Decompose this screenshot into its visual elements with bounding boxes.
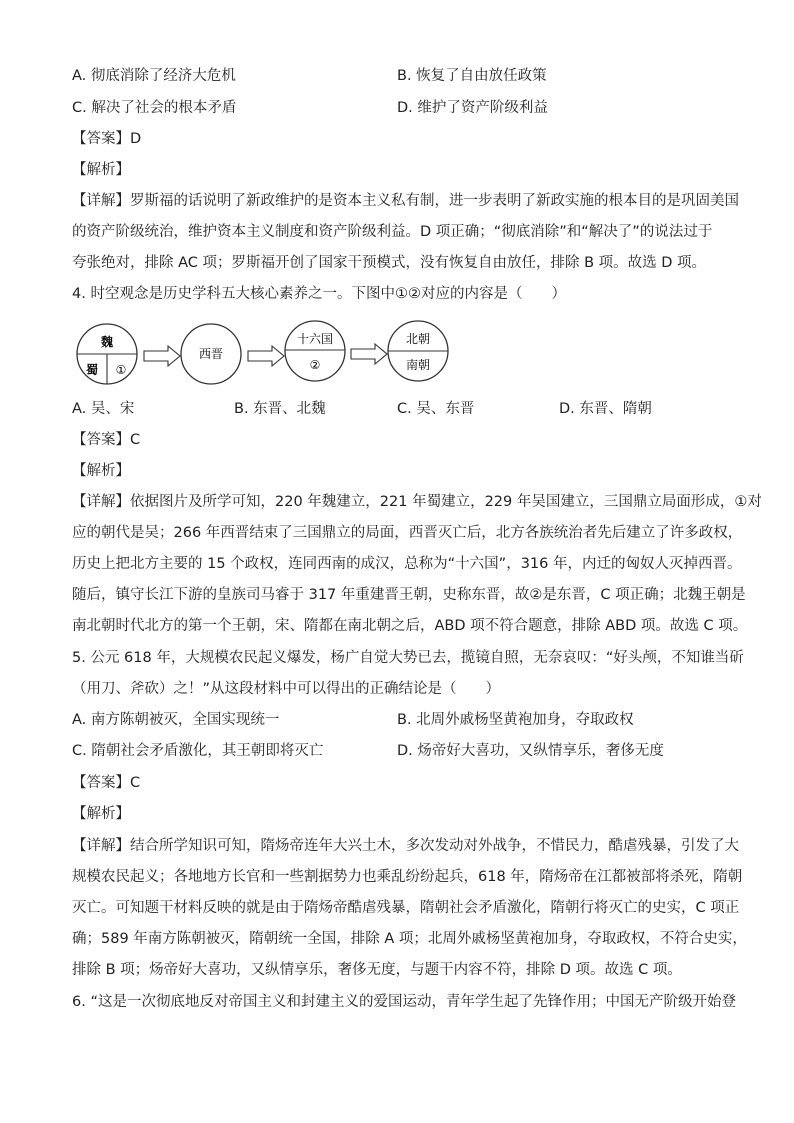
arrow-icon bbox=[248, 346, 284, 366]
q5-analysis-heading: 【解析】 bbox=[72, 806, 130, 822]
q5-stem: 5. 公元 618 年，大规模农民起义爆发，杨广自觉大势已去，揽镜自照，无奈哀叹：“好头颅，不知谁当斫 bbox=[72, 650, 744, 666]
q4-answer: 【答案】C bbox=[72, 432, 141, 448]
q5-option-c: C. 隋朝社会矛盾激化，其王朝即将灭亡 bbox=[72, 743, 324, 759]
q5-detail-line: 排除 B 项；炀帝好大喜功，又纵情享乐，奢侈无度，与题干内容不符，排除 D 项。故选 C 项。 bbox=[72, 962, 682, 978]
q5-detail-line: 规模农民起义；各地地方长官和一些割据势力也乘乱纷纷起兵，618 年，隋炀帝在江都被部将杀死，隋朝 bbox=[72, 869, 743, 885]
q6-stem: 6. “这是一次彻底地反对帝国主义和封建主义的爱国运动，青年学生起了先锋作用；中国无产阶级开始登 bbox=[72, 994, 736, 1010]
q4-stem: 4. 时空观念是历史学科五大核心素养之一。下图中①②对应的内容是（ ） bbox=[72, 286, 566, 302]
q5-option-b: B. 北周外戚杨坚黄袍加身，夺取政权 bbox=[397, 712, 634, 728]
q4-detail-line: 随后，镇守长江下游的皇族司马睿于 317 年重建晋王朝，史称东晋，故②是东晋，C 项正确；北魏王朝是 bbox=[72, 587, 746, 603]
q4-timeline-diagram bbox=[70, 318, 460, 388]
q4-analysis-heading: 【解析】 bbox=[72, 463, 130, 479]
diagram-label-western-jin: 西晋 bbox=[198, 347, 224, 361]
q4-detail-line: 南北朝时代北方的第一个王朝，宋、隋都在南北朝之后，ABD 项不符合题意，排除 ABD 项。故选 C 项。 bbox=[72, 618, 748, 634]
q5-detail-line: 确；589 年南方陈朝被灭，隋朝统一全国，排除 A 项；北周外戚杨坚黄袍加身，夺取政权，不符合史实， bbox=[72, 931, 747, 947]
q4-detail-line: 【详解】依据图片及所学可知，220 年魏建立，221 年蜀建立，229 年吴国建立，三国鼎立局面形成，①对 bbox=[72, 494, 762, 510]
diagram-label-southern: 南朝 bbox=[405, 358, 431, 372]
q4-option-d: D. 东晋、隋朝 bbox=[559, 401, 652, 417]
diagram-label-blank-1: ① bbox=[115, 363, 127, 377]
q3-detail-line: 夸张绝对，排除 AC 项；罗斯福开创了国家干预模式，没有恢复自由放任，排除 B 项。故选 D 项。 bbox=[72, 255, 707, 271]
q4-option-b: B. 东晋、北魏 bbox=[234, 401, 326, 417]
arrow-icon bbox=[351, 344, 387, 364]
q3-option-b: B. 恢复了自由放任政策 bbox=[397, 68, 547, 84]
diagram-label-sixteen-kingdoms: 十六国 bbox=[296, 332, 334, 346]
q4-option-c: C. 吴、东晋 bbox=[397, 401, 475, 417]
q5-detail-line: 【详解】结合所学知识可知，隋炀帝连年大兴土木，多次发动对外战争，不惜民力，酷虐残暴，引发了大 bbox=[72, 838, 739, 854]
q3-detail-line: 的资产阶级统治，维护资本主义制度和资产阶级利益。D 项正确；“彻底消除”和“解决了”的说法过于 bbox=[72, 224, 713, 240]
diagram-label-northern: 北朝 bbox=[405, 332, 431, 346]
circle-three-kingdoms bbox=[77, 324, 137, 384]
q3-analysis-heading: 【解析】 bbox=[72, 162, 130, 178]
q3-option-c: C. 解决了社会的根本矛盾 bbox=[72, 100, 237, 116]
q5-answer: 【答案】C bbox=[72, 775, 141, 791]
q5-detail-line: 灭亡。可知题干材料反映的就是由于隋炀帝酷虐残暴，隋朝社会矛盾激化，隋朝行将灭亡的史实，C 项正 bbox=[72, 900, 740, 916]
circle-western-jin bbox=[181, 324, 241, 384]
q3-option-a: A. 彻底消除了经济大危机 bbox=[72, 68, 236, 84]
q4-option-a: A. 吴、宋 bbox=[72, 401, 135, 417]
q4-detail-line: 历史上把北方主要的 15 个政权，连同西南的成汉，总称为“十六国”，316 年，内迁的匈奴人灭掉西晋。 bbox=[72, 556, 742, 572]
q5-stem: （用刀、斧砍）之！”从这段材料中可以得出的正确结论是（ ） bbox=[72, 681, 501, 697]
q5-option-a: A. 南方陈朝被灭，全国实现统一 bbox=[72, 712, 280, 728]
q3-answer: 【答案】D bbox=[72, 131, 142, 147]
q4-detail-line: 应的朝代是吴；266 年西晋结束了三国鼎立的局面，西晋灭亡后，北方各族统治者先后建立了许多政权， bbox=[72, 525, 743, 541]
circle-southern-northern bbox=[388, 321, 448, 381]
q3-option-d: D. 维护了资产阶级利益 bbox=[397, 100, 548, 116]
q5-option-d: D. 炀帝好大喜功，又纵情享乐，奢侈无度 bbox=[397, 743, 664, 759]
circle-sixteen-kingdoms bbox=[285, 321, 345, 381]
diagram-label-blank-2: ② bbox=[309, 358, 321, 372]
arrow-icon bbox=[144, 346, 180, 366]
q3-detail-line: 【详解】罗斯福的话说明了新政维护的是资本主义私有制，进一步表明了新政实施的根本目的是巩固美国 bbox=[72, 193, 739, 209]
diagram-label-shu: 蜀 bbox=[85, 363, 99, 377]
diagram-label-wei: 魏 bbox=[100, 335, 114, 349]
